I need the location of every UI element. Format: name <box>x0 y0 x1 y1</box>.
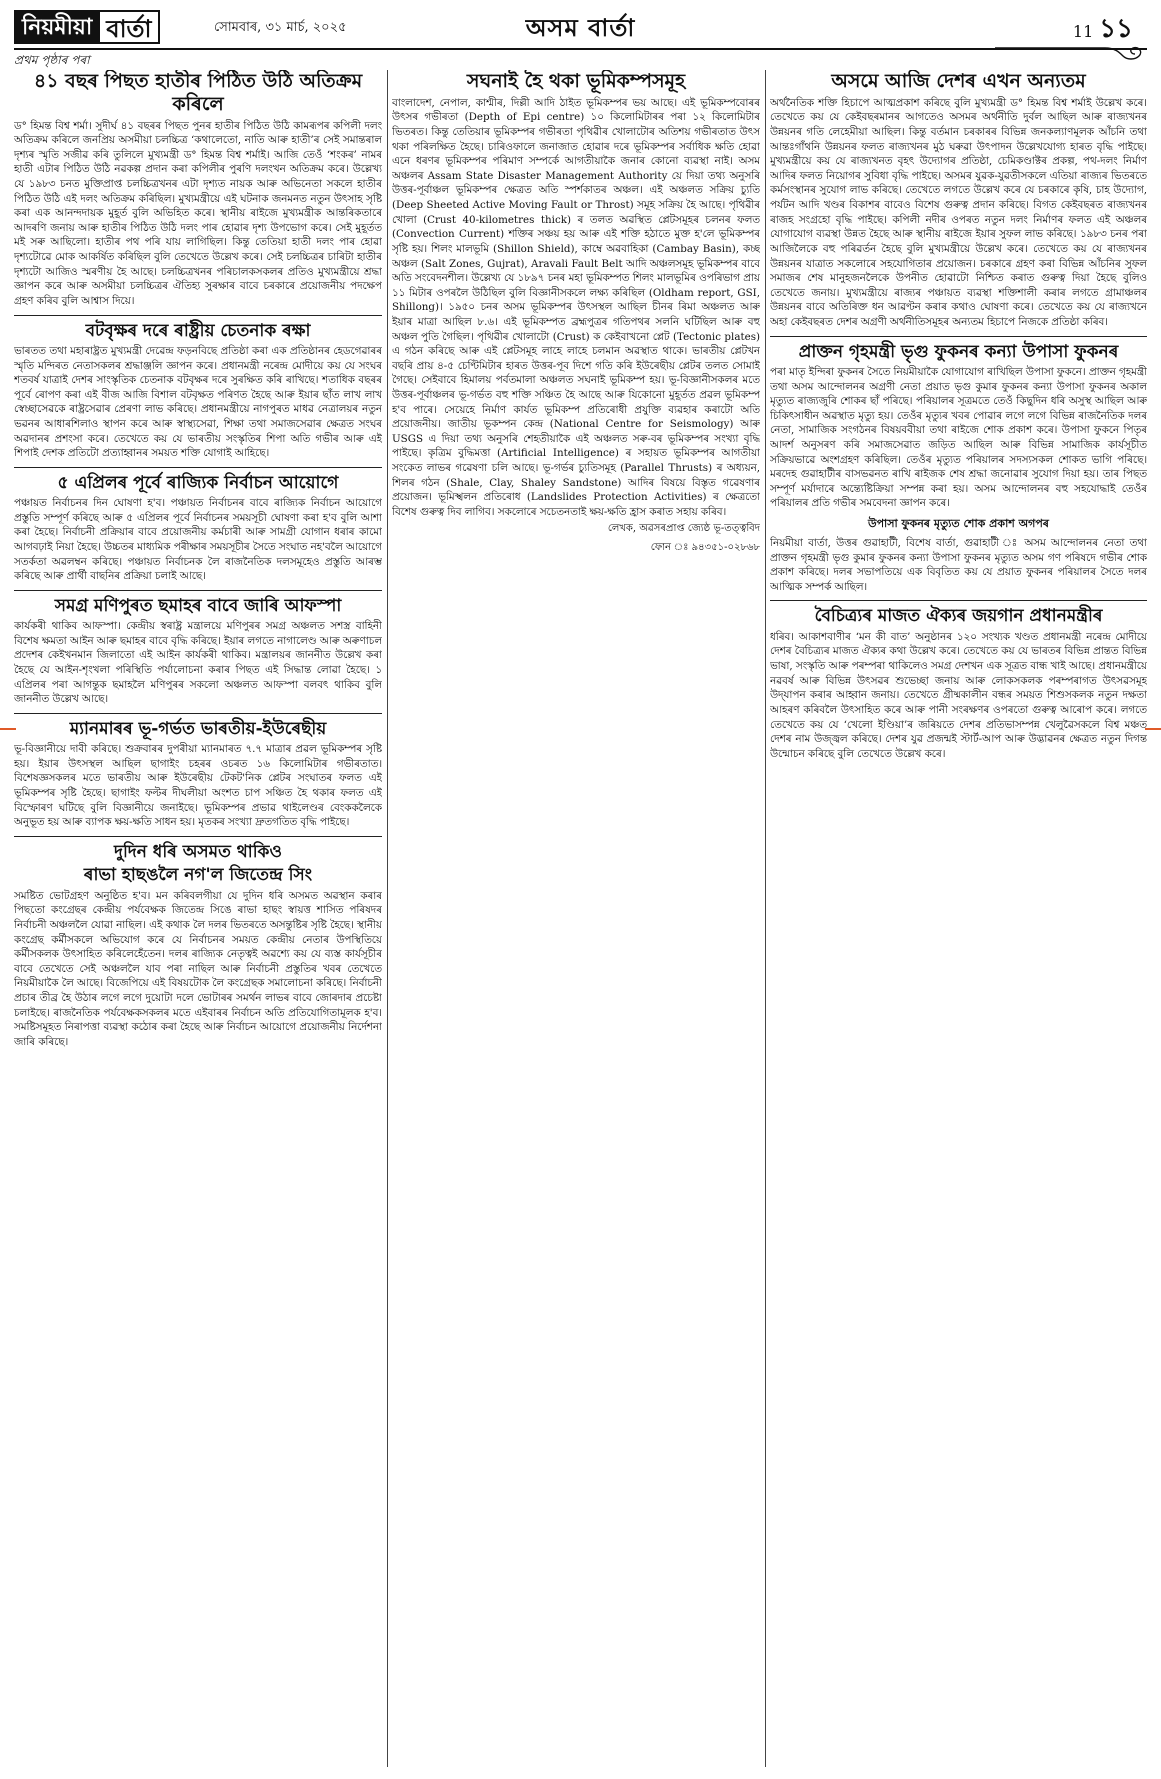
divider <box>770 600 1147 601</box>
article-election <box>14 473 382 584</box>
headline: ম্যানমাৰৰ ভূ-গৰ্ভত ভাৰতীয়-ইউৰেছীয় <box>69 718 327 739</box>
article-mann-ki-baat <box>770 606 1147 761</box>
headline: দুদিন ধৰি অসমত থাকিও <box>114 841 282 862</box>
divider <box>14 590 382 591</box>
article-body: ধৰিব। আকাশবাণীৰ ‘মন কী বাত’ অনুষ্ঠানৰ ১২০ সংখ্যক খণ্ডত প্ৰধানমন্ত্ৰী নৰেন্দ্ৰ মোদীয়ে দেশৰ বৈচিত্ৰ্যৰ মাজত ঐক্যৰ কথা উল্লেখ কৰে। তেখেতে কয় যে ভাৰতৰ বিভিন্ন প্ৰান্তত বিভিন্ন ভাষা, সংস্কৃতি আৰু পৰম্পৰা থাকিলেও সমগ্ৰ দেশখন এক সূত্ৰত বান্ধ খাই আছে। প্ৰধানমন্ত্ৰীয়ে নৱবৰ্ষ আৰু বিভিন্ন উৎসৱৰ শুভেচ্ছা জনায় আৰু লোকসকলক পৰম্পৰাগত উৎসৱসমূহ উদ্‌যাপন কৰাৰ আহ্বান জনায়। তেখেতে গ্ৰীষ্মকালীন বন্ধৰ সময়ত শিশুসকলক নতুন দক্ষতা আহৰণ কৰিবলৈ উৎসাহিত কৰে আৰু পানী সংৰক্ষণৰ ওপৰতো গুৰুত্ব আৰোপ কৰে। লগতে তেখেতে কয় যে ‘খেলো ইণ্ডিয়া’ৰ জৰিয়তে দেশৰ প্ৰতিভাসম্পন্ন খেলুৱৈসকলে বিশ্ব মঞ্চত দেশৰ নাম উজ্জ্বল কৰিছে। দেশৰ যুৱ প্ৰজন্মই স্টাৰ্ট-আপ আৰু উদ্ভাৱনৰ ক্ষেত্ৰত নতুন দিগন্ত উন্মোচন কৰিছে বুলি তেখেতে উল্লেখ কৰে। <box>770 630 1147 760</box>
ornament-icon <box>995 44 1145 64</box>
article-myanmar <box>14 719 382 830</box>
column-middle <box>392 70 760 1767</box>
article-body: পৰা মাতৃ ইন্দিৰা ফুকনৰ সৈতে নিয়মীয়াকৈ যোগাযোগ ৰাখিছিল উপাসা ফুকনে। প্ৰাক্তন গৃহমন্ত্ৰী তথা অসম আন্দোলনৰ অগ্ৰণী নেতা প্ৰয়াত ভৃগু কুমাৰ ফুকনৰ কন্যা উপাসা ফুকনৰ অকাল মৃত্যুত ৰাজ্যজুৰি শোকৰ ছাঁ পৰিছে। পৰিয়ালৰ সূত্ৰমতে তেওঁ কিছুদিন ধৰি অসুস্থ আছিল আৰু চিকিৎসাধীন অৱস্থাত মৃত্যু হয়। তেওঁৰ মৃত্যুৰ খবৰ পোৱাৰ লগে লগে বিভিন্ন ৰাজনৈতিক দলৰ নেতা, সামাজিক সংগঠনৰ বিষয়ববীয়া তথা ৰাইজে শোক প্ৰকাশ কৰে। উপাসা ফুকনে পিতৃৰ আদৰ্শ অনুসৰণ কৰি সমাজসেৱাত জড়িত আছিল আৰু বিভিন্ন সামাজিক কাৰ্যসূচীত সক্ৰিয়ভাৱে অংশগ্ৰহণ কৰিছিল। তেওঁৰ মৃত্যুত পৰিয়ালৰ সদস্যসকল শোকত ভাগি পৰিছে। মৰদেহ গুৱাহাটীৰ বাসভৱনত ৰাখি ৰাইজক শেষ শ্ৰদ্ধা জনোৱাৰ সুযোগ দিয়া হয়। তাৰ পিছত সম্পূৰ্ণ মৰ্যাদাৰে অন্ত্যেষ্টিক্ৰিয়া সম্পন্ন কৰা হয়। অসম আন্দোলনৰ বহু সহযোদ্ধাই তেওঁৰ পৰিয়ালৰ প্ৰতি গভীৰ সমবেদনা জ্ঞাপন কৰে। <box>770 365 1147 510</box>
headline: প্ৰাক্তন গৃহমন্ত্ৰী ভৃগু ফুকনৰ কন্যা উপাসা ফুকনৰ <box>798 341 1119 362</box>
headline: ৫ এপ্ৰিলৰ পূৰ্বে ৰাজ্যিক নিৰ্বাচন আয়োগে <box>57 472 339 493</box>
divider <box>14 467 382 468</box>
headline: সমগ্ৰ মণিপুৰত ছমাহৰ বাবে জাৰি আফস্পা <box>54 595 342 616</box>
article-elephant <box>14 70 382 309</box>
divider <box>770 336 1147 337</box>
column-left <box>14 70 382 1767</box>
subheading: উপাসা ফুকনৰ মৃত্যুত শোক প্ৰকাশ অগপৰ <box>868 517 1049 531</box>
headline: সঘনাই হৈ থকা ভূমিকম্পসমূহ <box>466 70 686 92</box>
phone: ফোন ঃ ৯৪৩৫১-০২৮৬৮ <box>650 542 760 554</box>
article-body: পঞ্চায়ত নিৰ্বাচনৰ দিন ঘোষণা হ'ব। পঞ্চায়ত নিৰ্বাচনৰ বাবে ৰাজ্যিক নিৰ্বাচন আয়োগে প্ৰস্তুতি সম্পূৰ্ণ কৰিছে আৰু ৫ এপ্ৰিলৰ পূৰ্বে নিৰ্বাচনৰ সময়সূচী ঘোষণা কৰা হ'ব বুলি আশা কৰা হৈছে। নিৰ্বাচনী প্ৰক্ৰিয়াৰ বাবে প্ৰয়োজনীয় কৰ্মচাৰী আৰু সামগ্ৰী যোগান ধৰাৰ কামো আগবঢ়াই নিয়া হৈছে। উচ্চতৰ মাধ্যমিক পৰীক্ষাৰ সময়সূচীৰ সৈতে সংঘাত নহ'বলৈ আয়োগে সতৰ্কতা অৱলম্বন কৰিছে। পঞ্চায়ত নিৰ্বাচনক লৈ ৰাজনৈতিক দলসমূহেও প্ৰস্তুতি আৰম্ভ কৰিছে আৰু প্ৰাৰ্থী বাছনিৰ প্ৰক্ৰিয়া চলাই আছে। <box>14 497 382 583</box>
article-body: নিয়মীয়া বাৰ্তা, উত্তৰ গুৱাহাটী, বিশেষ বাৰ্তা, গুৱাহাটী ঃ অসম আন্দোলনৰ নেতা তথা প্ৰাক্তন গৃহমন্ত্ৰী ভৃগু কুমাৰ ফুকনৰ কন্যা উপাসা ফুকনৰ মৃত্যুত অসম গণ পৰিষদে গভীৰ শোক প্ৰকাশ কৰিছে। দলৰ সভাপতিয়ে এক বিবৃতিত কয় যে প্ৰয়াত ফুকনৰ পৰিয়ালৰ সৈতে দলৰ আত্মিক সম্পৰ্ক আছিল। <box>770 537 1147 593</box>
divider <box>14 315 382 316</box>
headline: অসমে আজি দেশৰ এখন অন্যতম <box>831 70 1086 92</box>
logo-part1: নিয়মীয়া <box>14 10 100 44</box>
masthead <box>0 0 1161 67</box>
margin-mark-right <box>1145 728 1161 730</box>
section-title: অসম বাৰ্তা <box>525 13 636 42</box>
headline: বটবৃক্ষৰ দৰে ৰাষ্ট্ৰীয় চেতনাক ৰক্ষা <box>85 320 311 341</box>
article-earthquakes <box>392 70 760 557</box>
header-rule <box>14 48 1147 50</box>
article-upasa-phukan <box>770 342 1147 595</box>
article-body: কাৰ্যকৰী থাকিব আফস্পা। কেন্দ্ৰীয় স্বৰাষ্ট্ৰ মন্ত্ৰালয়ে মণিপুৰৰ সমগ্ৰ অঞ্চলত সশস্ত্ৰ বাহিনী বিশেষ ক্ষমতা আইন আৰু ছমাহৰ বাবে বৃদ্ধি কৰিছে। ইয়াৰ লগতে নাগালেণ্ড আৰু অৰুণাচল প্ৰদেশৰ কেইখনমান জিলাতো এই আইন কাৰ্যকৰী থাকিব। মন্ত্ৰালয়ৰ জাননীত উল্লেখ কৰা হৈছে যে আইন-শৃংখলা পৰিস্থিতি পৰ্যালোচনা কৰাৰ পিছত এই সিদ্ধান্ত লোৱা হৈছে। ১ এপ্ৰিলৰ পৰা আগন্তুক ছমাহলৈ মণিপুৰৰ সকলো অঞ্চলত আফস্পা বলবৎ থাকিব বুলি জাননীত উল্লেখ আছে। <box>14 620 382 706</box>
page-number-assamese: ১১ <box>1099 14 1133 44</box>
headline: ৪১ বছৰ পিছত হাতীৰ পিঠিত উঠি অতিক্ৰম কৰিলে <box>33 70 363 115</box>
dateline: সোমবাৰ, ৩১ মাৰ্চ, ২০২৫ <box>214 20 347 35</box>
column-divider <box>387 70 388 1767</box>
article-body: ভূ-বিজ্ঞানীয়ে দাবী কৰিছে। শুক্ৰবাৰৰ দুপৰীয়া ম্যানমাৰত ৭.৭ মাত্ৰাৰ প্ৰৱল ভূমিকম্পৰ সৃষ্টি হয়। ইয়াৰ উৎসস্থল আছিল ছাগাইং চহৰৰ ওচৰত ১৬ কিলোমিটাৰ গভীৰতাত। বিশেষজ্ঞসকলৰ মতে ভাৰতীয় আৰু ইউৰেছীয় টেকট'নিক প্লেটৰ সংঘাতৰ ফলত এই ভূমিকম্পৰ সৃষ্টি হৈছে। ছাগাইং ফল্টৰ দীঘলীয়া অংশত চাপ সঞ্চিত হৈ থকাৰ ফলত এই বিস্ফোৰণ ঘটিছে বুলি বিজ্ঞানীয়ে জনাইছে। ভূমিকম্পৰ প্ৰভাৱ থাইলেণ্ডৰ বেংককলৈকে অনুভূত হয় আৰু ব্যাপক ক্ষয়-ক্ষতি সাধন হয়। মৃতকৰ সংখ্যা দ্ৰুতগতিত বৃদ্ধি পাইছে। <box>14 743 382 829</box>
column-right <box>770 70 1147 1767</box>
column-divider <box>765 70 766 1767</box>
article-body: অৰ্থনৈতিক শক্তি হিচাপে আত্মপ্ৰকাশ কৰিছে বুলি মুখ্যমন্ত্ৰী ড° হিমন্ত বিশ্ব শৰ্মাই উল্লেখ কৰে। তেখেতে কয় যে কেইবছৰমানৰ আগতেও অসমৰ অৰ্থনীতি দুৰ্বল আছিল আৰু ৰাজ্যখনৰ উন্নয়নৰ গতি লেহেমীয়া আছিল। কিন্তু বৰ্তমান চৰকাৰৰ বিভিন্ন জনকল্যাণমূলক আঁচনি তথা আন্তঃগাঁথনি উন্নয়নৰ ফলত ৰাজ্যখনৰ মুঠ ঘৰুৱা উৎপাদন উল্লেখযোগ্য হাৰত বৃদ্ধি পাইছে। মুখ্যমন্ত্ৰীয়ে কয় যে ৰাজ্যখনত বৃহৎ উদ্যোগৰ প্ৰতিষ্ঠা, চেমিকণ্ডাক্টৰ প্ৰকল্প, পথ-দলং নিৰ্মাণ আদিৰ ফলত নিয়োগৰ সুবিধা বৃদ্ধি পাইছে। অসমৰ যুৱক-যুৱতীসকলে এতিয়া ৰাজ্যৰ ভিতৰতে কৰ্মসংস্থানৰ সুযোগ লাভ কৰিছে। তেখেতে লগতে উল্লেখ কৰে যে চৰকাৰে কৃষি, চাহ উদ্যোগ, পৰ্যটন আদি খণ্ডৰ বিকাশৰ বাবেও বিশেষ গুৰুত্ব প্ৰদান কৰিছে। বিগত কেইবছৰত ৰাজ্যখনৰ ৰাজহ সংগ্ৰহো বৃদ্ধি পাইছে। কপিলী নদীৰ ওপৰত নতুন দলং নিৰ্মাণৰ ফলত এই অঞ্চলৰ যোগাযোগ ব্যৱস্থা উন্নত হৈছে আৰু স্থানীয় ৰাইজে ইয়াৰ সুফল লাভ কৰিছে। ১৯৮৩ চনৰ পৰা আজিলৈকে বহু পৰিৱৰ্তন হৈছে বুলি মুখ্যমন্ত্ৰীয়ে উল্লেখ কৰে। তেখেতে কয় যে ৰাজ্যখনৰ উন্নয়নৰ যাত্ৰাত সকলোৰে সহযোগিতাৰ প্ৰয়োজন। চৰকাৰে গ্ৰহণ কৰা বিভিন্ন আঁচনিৰ সুফল সমাজৰ শেষ মানুহজনলৈকে উপনীত হোৱাটো নিশ্চিত কৰাত গুৰুত্ব দিয়া হৈছে বুলিও তেখেতে জনায়। মুখ্যমন্ত্ৰীয়ে ৰাজ্যৰ পঞ্চায়ত ব্যৱস্থা শক্তিশালী কৰাৰ লগতে গ্ৰামাঞ্চলৰ উন্নয়নৰ বাবে অতিৰিক্ত ধন আৱণ্টন কৰাৰ কথাও ঘোষণা কৰে। তেখেতে কয় যে ৰাজ্যখনে অহা কেইবছৰত দেশৰ অগ্ৰণী অৰ্থনীতিসমূহৰ অন্যতম হিচাপে নিজকে প্ৰতিষ্ঠা কৰিব। <box>770 96 1147 328</box>
article-jitendra <box>14 842 382 1049</box>
article-banyan <box>14 321 382 461</box>
previous-page-label: প্ৰথম পৃষ্ঠাৰ পৰা <box>14 53 90 67</box>
divider <box>14 836 382 837</box>
byline: লেখক, অৱসৰপ্ৰাপ্ত জ্যেষ্ঠ ভূ-তত্ত্ববিদ <box>607 523 760 535</box>
article-body: বাংলাদেশ, নেপাল, কাশ্মীৰ, দিল্লী আদি ঠাইত ভূমিকম্পৰ ভয় আছে। এই ভূমিকম্পবোৰৰ উৎসৰ গভীৰতা (Depth of Epi centre) ১০ কিলোমিটাৰৰ পৰা ১২ কিলোমিটাৰ ভিতৰত। কিন্তু তেতিয়াৰ ভূমিকম্পৰ গভীৰতা পৃথিৱীৰ খোলাটোৰ অতিশয় গভীৰতাত উৎস থকা পৰিলক্ষিত হৈছে। চাৰিওফালে জনাজাত হোৱাৰ দৰে ভূমিকম্পৰ সৰ্বাধিক ক্ষতি হোৱা এনে ধৰণৰ ভূমিকম্পৰ পৰিমাণ সম্পৰ্কে আগতীয়াকৈ জনাৰ কোনো ব্যৱস্থা নাই। অসম অঞ্চলৰ Assam State Disaster Management Authority য়ে দিয়া তথ্য অনুসৰি উত্তৰ-পূৰ্বাঞ্চল ভূমিকম্পৰ ক্ষেত্ৰত অতি স্পৰ্শকাতৰ অঞ্চল। এই অঞ্চলত সক্ৰিয় চ্যুতি (Deep Sheeted Active Moving Fault or Throst) সমূহ সক্ৰিয় হৈ আছে। পৃথিৱীৰ খোলা (Crust 40-kilometres thick) ৰ তলত অৱস্থিত প্লেটসমূহৰ চলনৰ ফলত (Convection Current) শক্তিৰ সঞ্চয় হয় আৰু এই শক্তি হঠাতে মুক্ত হ'লে ভূমিকম্পৰ সৃষ্টি হয়। শিলং মালভূমি (Shillon Shield), কাম্বে অৱবাহিকা (Cambay Basin), কচ্ছ অঞ্চল (Salt Zones, Gujrat), Aravali Fault Belt আদি অঞ্চলসমূহ ভূমিকম্পৰ বাবে অতি সংবেদনশীল। উল্লেখ্য যে ১৮৯৭ চনৰ মহা ভূমিকম্পত শিলং মালভূমিৰ ওপৰিভাগ প্ৰায় ১১ মিটাৰ ওপৰলৈ উঠিছিল বুলি বিজ্ঞানীসকলে লক্ষ্য কৰিছিল (Oldham report, GSI, Shillong)। ১৯৫০ চনৰ অসম ভূমিকম্পৰ উৎসস্থল আছিল চীনৰ ৰিমা অঞ্চলত আৰু ইয়াৰ মাত্ৰা আছিল ৮.৬। এই ভূমিকম্পত ব্ৰহ্মপুত্ৰৰ গতিপথৰ সলনি ঘটিছিল আৰু বহু অঞ্চল পুতি গৈছিল। পৃথিৱীৰ খোলাটো (Crust) ক কেইবাখনো প্লেট (Tectonic plates) এ গঠন কৰিছে আৰু এই প্লেটসমূহ লাহে লাহে চলমান অৱস্থাত থাকে। ভাৰতীয় প্লেটখন বছৰি প্ৰায় ৪-৫ চেণ্টিমিটাৰ হাৰত উত্তৰ-পূব দিশে গতি কৰি ইউৰেছীয় প্লেটৰ তলত সোমাই গৈছে। সেইবাবে হিমালয় পৰ্বতমালা অঞ্চলত সঘনাই ভূমিকম্প হয়। ভূ-বিজ্ঞানীসকলৰ মতে উত্তৰ-পূৰ্বাঞ্চলৰ ভূ-গৰ্ভত বহু শক্তি সঞ্চিত হৈ আছে আৰু যিকোনো মুহূৰ্তত প্ৰৱল ভূমিকম্প হ'ব পাৰে। সেয়েহে নিৰ্মাণ কাৰ্যত ভূমিকম্প প্ৰতিৰোধী প্ৰযুক্তি ব্যৱহাৰ কৰাটো অতি প্ৰয়োজনীয়। জাতীয় ভূকম্পন কেন্দ্ৰ (National Centre for Seismology) আৰু USGS এ দিয়া তথ্য অনুসৰি শেহতীয়াকৈ এই অঞ্চলত সৰু-বৰ ভূমিকম্পৰ সংখ্যা বৃদ্ধি পাইছে। কৃত্ৰিম বুদ্ধিমত্তা (Artificial Intelligence) ৰ সহায়ত ভূমিকম্পৰ আগতীয়া সংকেত লাভৰ গৱেষণা চলি আছে। ভূ-গৰ্ভৰ চ্যুতিসমূহ (Parallel Thrusts) ৰ অধ্যয়ন, শিলৰ গঠন (Shale, Clay, Shaley Sandstone) আদিৰ বিষয়ে বিস্তৃত গৱেষণাৰ প্ৰয়োজন। ভূমিস্খলন প্ৰতিৰোধ (Landslides Protection Activities) ৰ ক্ষেত্ৰতো বিশেষ গুৰুত্ব দিব লাগিব। সকলোৰে সচেতনতাই ক্ষয়-ক্ষতি হ্ৰাস কৰাত সহায় কৰিব। <box>392 96 760 518</box>
headline-line2: ৰাভা হাছঙলৈ নগ'ল জিতেন্দ্ৰ সিং <box>83 865 313 886</box>
article-body: সমষ্টিত ভোটগ্ৰহণ অনুষ্ঠিত হ'ব। মন কৰিবলগীয়া যে দুদিন ধৰি অসমত অৱস্থান কৰাৰ পিছতো কংগ্ৰেছৰ কেন্দ্ৰীয় পৰ্যবেক্ষক জিতেন্দ্ৰ সিঙে ৰাভা হাছং স্বায়ত্ত শাসিত পৰিষদৰ নিৰ্বাচনী অঞ্চললৈ যোৱা নাছিল। এই কথাক লৈ দলৰ ভিতৰতে অসন্তুষ্টিৰ সৃষ্টি হৈছে। স্থানীয় কংগ্ৰেছ কৰ্মীসকলে অভিযোগ কৰে যে নিৰ্বাচনৰ সময়ত কেন্দ্ৰীয় নেতাৰ উপস্থিতিয়ে কৰ্মীসকলক উৎসাহিত কৰিলেহেঁতেন। দলৰ ৰাজ্যিক নেতৃত্বই অৱশ্যে কয় যে ব্যস্ত কাৰ্যসূচীৰ বাবে তেখেতে সেই অঞ্চললৈ যাব পৰা নাছিল আৰু নিৰ্বাচনী প্ৰস্তুতিৰ খবৰ তেখেতে নিয়মীয়াকৈ লৈ আছে। বিজেপিয়ে এই বিষয়টোক লৈ কংগ্ৰেছক সমালোচনা কৰিছে। নিৰ্বাচনী প্ৰচাৰ তীব্ৰ হৈ উঠাৰ লগে লগে দুয়োটা দলে ভোটাৰৰ সমৰ্থন লাভৰ বাবে জোৰদাৰ প্ৰচেষ্টা চলাইছে। ৰাজনৈতিক পৰ্যবেক্ষকসকলৰ মতে এইবাৰৰ নিৰ্বাচন অতি প্ৰতিযোগিতামূলক হ'ব। সমষ্টিসমূহত নিৰাপত্তা ব্যৱস্থা কঠোৰ কৰা হৈছে আৰু নিৰ্বাচন আয়োগে প্ৰয়োজনীয় নিৰ্দেশনা জাৰি কৰিছে। <box>14 889 382 1048</box>
article-economy <box>770 70 1147 330</box>
article-afspa <box>14 596 382 707</box>
page-number-latin: 11 <box>1072 22 1094 41</box>
headline: বৈচিত্ৰ্যৰ মাজত ঐক্যৰ জয়গান প্ৰধানমন্ত্ৰীৰ <box>814 606 1103 627</box>
article-body: ড° হিমন্ত বিশ্ব শৰ্মা। সুদীৰ্ঘ ৪১ বছৰৰ পিছত পুনৰ হাতীৰ পিঠিত উঠি কামৰূপৰ কপিলী দলং অতিক্ৰম কৰিলে জনপ্ৰিয় অসমীয়া চলচ্চিত্ৰ ‘কথালেতো, নাতি আৰু হাতী’ৰ সেই সমান্তৰাল দৃশ্যৰ স্মৃতি সজীৱ কৰি তুলিলে মুখ্যমন্ত্ৰী ড° হিমন্ত বিশ্ব শৰ্মাই। আজি তেওঁ ‘শংকৰ’ নামৰ হাতী এটাৰ পিঠিত উঠি নৱকল্প প্ৰদান কৰা কপিলীৰ পুৰণি দলংখন অতিক্ৰম কৰে। উল্লেখ্য যে ১৯৮৩ চনত মুক্তিপ্ৰাপ্ত চলচ্চিত্ৰখনৰ এটা দৃশ্যত নায়ক আৰু অভিনেতা সকলে হাতীৰ পিঠিত উঠি এই দলং অতিক্ৰম কৰিছিল। মুখ্যমন্ত্ৰীয়ে এই ঘটনাক জনমনত নতুন উৎসাহ সৃষ্টি কৰা এক আনন্দদায়ক মুহূৰ্ত বুলি অভিহিত কৰে। স্থানীয় ৰাইজে মুখ্যমন্ত্ৰীক আন্তৰিকতাৰে আদৰণি জনায় আৰু হাতীৰ পিঠিত উঠি দলং পাৰ হোৱাৰ দৃশ্য উপভোগ কৰে। সেই মুহূৰ্তত মই সৰু আছিলো। হাতীৰ পথ পৰি যায় লাগিছিল। কিন্তু তেতিয়া হাতী দলং পাৰ হোৱা দৃশ্যটোৱে মোক আকৰ্ষিত কৰিছিল বুলি তেখেতে উল্লেখ কৰে। সেই চলচ্চিত্ৰৰ চাৰিটা হাতীৰ দৃশ্যটো আজিও স্মৰণীয় হৈ আছে। চলচ্চিত্ৰখনৰ পৰিচালকসকলৰ প্ৰতিও মুখ্যমন্ত্ৰীয়ে শ্ৰদ্ধা জ্ঞাপন কৰে আৰু অসমীয়া চলচ্চিত্ৰৰ ঐতিহ্য সুৰক্ষাৰ বাবে চৰকাৰে প্ৰয়োজনীয় পদক্ষেপ গ্ৰহণ কৰিব বুলি আশ্বাস দিয়ে। <box>14 119 382 307</box>
logo-part2: বাৰ্তা <box>100 10 159 44</box>
divider <box>14 713 382 714</box>
article-body: ভাৰতত তথা মহাৰাষ্ট্ৰত মুখ্যমন্ত্ৰী দেৱেন্দ্ৰ ফড়নবিছে প্ৰতিষ্ঠা কৰা এক প্ৰতিষ্ঠানৰ হেডগেৱাৰৰ স্মৃতি মন্দিৰত নেতাসকলৰ শ্ৰদ্ধাঞ্জলি জ্ঞাপন কৰে। প্ৰধানমন্ত্ৰী নৰেন্দ্ৰ মোদীয়ে কয় যে সংঘৰ শতবৰ্ষ যাত্ৰাই দেশৰ সাংস্কৃতিক চেতনাক বটবৃক্ষৰ দৰে সুৰক্ষিত কৰি ৰাখিছে। শতাধিক বছৰৰ পূৰ্বে ৰোপণ কৰা এই বীজ আজি বিশাল বটবৃক্ষত পৰিণত হৈছে আৰু ইয়াৰ ছাঁত লাখ লাখ স্বেচ্ছাসেৱকে ৰাষ্ট্ৰসেৱাৰ প্ৰেৰণা লাভ কৰিছে। প্ৰধানমন্ত্ৰীয়ে নাগপুৰত মাধৱ নেত্ৰালয়ৰ নতুন ভৱনৰ আধাৰশিলাও স্থাপন কৰে আৰু স্বাস্থ্যসেৱা, শিক্ষা তথা সমাজসেৱাৰ ক্ষেত্ৰত সংঘৰ অৱদানৰ প্ৰশংসা কৰে। তেখেতে কয় যে ভাৰতীয় সংস্কৃতিৰ শিপা অতি গভীৰ আৰু এই শিপাই দেশক প্ৰতিটো প্ৰত্যাহ্বানৰ সময়ত শক্তি যোগাই আহিছে। <box>14 344 382 460</box>
